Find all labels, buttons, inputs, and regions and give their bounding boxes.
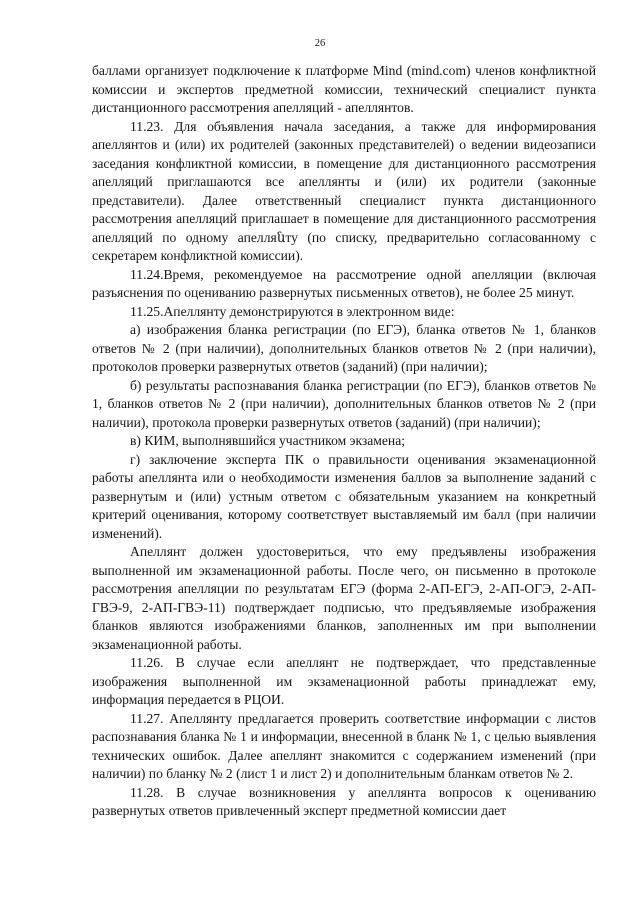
list-item-a: а) изображения бланка регистрации (по ЕГЭ), бланка ответов № 1, бланков ответов № 2 (при наличии), дополнительных бланков ответов № 2 (при наличии), протоколов проверки развернутых ответов (заданий) (при наличии); xyxy=(92,322,596,374)
paragraph-11-28: 11.28. В случае возникновения у апеллянта вопросов к оцениванию развернутых ответов привлеченный эксперт предметной комиссии дает xyxy=(92,784,596,818)
paragraph-11-24: 11.24.Время, рекомендуемое на рассмотрение одной апелляции (включая разъяснения по оцениванию развернутых письменных ответов), не более 25 минут. xyxy=(92,266,596,300)
paragraph-11-26: 11.26. В случае если апеллянт не подтверждает, что представленные изображения выполненной им экзаменационной работы принадлежат ему, информация передается в РЦОИ. xyxy=(92,655,596,707)
paragraph-11-27: 11.27. Апеллянту предлагается проверить соответствие информации с листов распознавания бланка № 1 и информации, внесенной в бланк № 1, с целью выявления технических ошибок. Далее апеллянт знакомится с содержанием изменений (при наличии) по бланку № 2 (лист 1 и лист 2) и дополнительным бланкам ответов № 2. xyxy=(92,710,596,781)
document-body xyxy=(92,62,596,821)
paragraph-11-25: 11.25.Апеллянту демонстрируются в электронном виде: xyxy=(130,303,455,319)
list-item-b: б) результаты распознавания бланка регистрации (по ЕГЭ), бланков ответов № 1, бланков ответов № 2 (при наличии), дополнительных бланков ответов № 2 (при наличии), протокола проверки развернутых ответов (заданий) (при наличии); xyxy=(92,377,596,430)
paragraph-appellant-confirmation: Апеллянт должен удостовериться, что ему предъявлены изображения выполненной им экзаменационной работы. После чего, он письменно в протоколе рассмотрения апелляции по результатам ЕГЭ (форма 2-АП-ЕГЭ, 2-АП-ОГЭ, 2-АП-ГВЭ-9, 2-АП-ГВЭ-11) подтверждает подписью, что предъявляемые изображения бланков являются изображениями бланков, заполненных им при выполнении экзаменационной работы. xyxy=(92,544,596,652)
list-item-g: г) заключение эксперта ПК о правильности оценивания экзаменационной работы апеллянта или о необходимости изменения баллов за выполнение заданий с развернутым и (или) устным ответом с обязательным указанием на конкретный критерий оценивания, которому соответствует выставляемый им балл (при наличии изменений). xyxy=(92,451,596,541)
page-number: 26 xyxy=(314,38,326,49)
paragraph-continuation: баллами организует подключение к платформе Mind (mind.com) членов конфликтной комиссии и экспертов предметной комиссии, технический специалист пункта дистанционного рассмотрения апелляций - апеллянтов. xyxy=(92,63,596,115)
paragraph-11-23: 11.23. Для объявления начала заседания, а также для информирования апеллянтов и (или) их родителей (законных представителей) о ведении видеозаписи заседания конфликтной комиссии, в помещение для дистанционного рассмотрения апелляций приглашаются все апеллянты и (или) их родители (законные представители). Далее ответственный специалист пункта дистанционного рассмотрения апелляций приглашает в помещение для дистанционного рассмотрения апелляций по одному апелляնту (по списку, предварительно согласованному с секретарем конфликтной комиссии). xyxy=(92,118,596,263)
list-item-v: в) КИМ, выполнявшийся участником экзамена; xyxy=(130,433,406,448)
